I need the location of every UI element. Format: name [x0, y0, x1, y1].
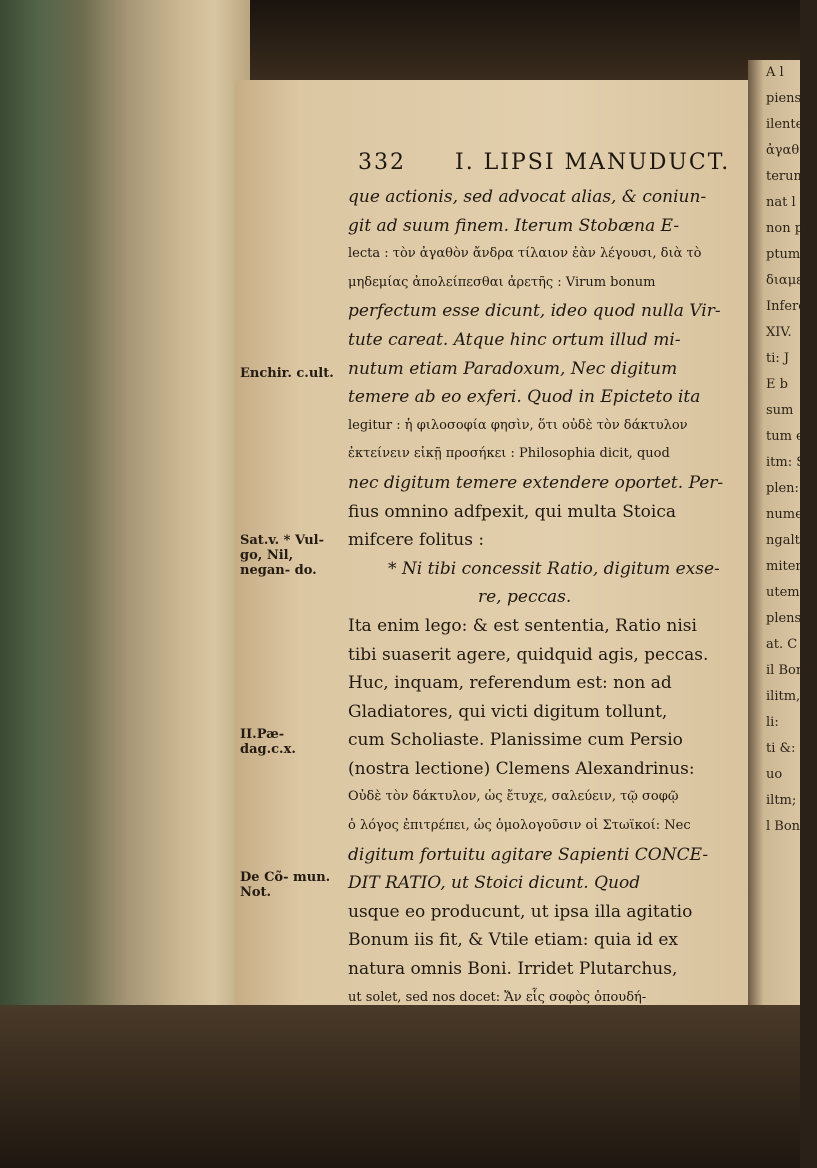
margin-note: Sat.v. * Vul- go, Nil, negan- do.	[240, 533, 325, 578]
running-header	[358, 150, 738, 180]
facing-page-fragment: ilitm,	[766, 689, 801, 704]
text-line: μηδεμίας ἀπολείπεσθαι ἀρετῆς : Virum bonum	[348, 274, 656, 290]
text-line: ἐκτείνειν εἰκῇ προσήκει : Philosophia dicit, quod	[348, 446, 670, 462]
text-line: usque eo producunt, ut ipsa illa agitatio	[348, 901, 693, 922]
facing-page-fragment: l Boni	[766, 819, 805, 834]
text-line: digitum fortuitu agitare Sapienti CONCE-	[348, 844, 709, 865]
facing-page-fragment: διαμεν	[766, 273, 811, 288]
page-number: 332	[358, 150, 406, 175]
text-line: Huc, inquam, referendum est: non ad	[348, 673, 672, 694]
text-line: mifcere folitus :	[348, 530, 485, 551]
facing-page-fragment: ti &:	[766, 741, 796, 756]
text-line: git ad suum finem. Iterum Stobæna E-	[348, 215, 680, 236]
text-line: perfectum esse dicunt, ideo quod nulla Vir-	[348, 301, 721, 322]
facing-page-fragment: ti: J	[766, 351, 790, 366]
facing-page-fragment: plens	[766, 611, 802, 626]
margin-note: De Cõ- mun. Not.	[240, 870, 331, 900]
text-line: DIT RATIO, ut Stoici dicunt. Quod	[348, 873, 641, 894]
facing-page-fragment: XIV.	[766, 325, 792, 340]
text-line: re, peccas.	[478, 587, 572, 608]
text-line: Gladiatores, qui victi digitum tollunt,	[348, 701, 668, 722]
text-line: fius omnino adfpexit, qui multa Stoica	[348, 501, 677, 522]
facing-page-fragment: E b	[766, 377, 788, 392]
facing-page-fragment: il Boni	[766, 663, 809, 678]
facing-page-fragment: piens s	[766, 91, 813, 106]
margin-note: II.Pæ- dag.c.x.	[240, 727, 296, 757]
text-line: nutum etiam Paradoxum, Nec digitum	[348, 358, 678, 379]
text-line: Bonum iis fit, & Vtile etiam: quia id ex	[348, 930, 679, 951]
text-line: Ita enim lego: & est sententia, Ratio nisi	[348, 615, 697, 636]
facing-page-fragment: tum est	[766, 429, 816, 444]
facing-page-fragment: at. C	[766, 637, 798, 652]
text-line: nec digitum temere extendere oportet. Per-	[348, 472, 724, 493]
margin-note: Enchir. c.ult.	[240, 366, 334, 381]
text-line: ut solet, sed nos docet: Ἄν εἷς σοφὸς ὁπουδή-	[348, 989, 647, 1005]
facing-page-edge	[748, 60, 817, 1020]
facing-page-fragment: iltm;	[766, 793, 797, 808]
facing-page-fragment: non pl	[766, 221, 808, 236]
facing-page-fragment: itm: S	[766, 455, 806, 470]
facing-page-fragment: nat l	[766, 195, 796, 210]
facing-page-fragment: ngalt	[766, 533, 800, 548]
facing-page-fragment: mitere	[766, 559, 810, 574]
facing-page-fragment: li:	[766, 715, 779, 730]
facing-page-fragment: Infere	[766, 299, 806, 314]
body-text	[348, 183, 740, 1098]
facing-page-fragment: utemo	[766, 585, 808, 600]
facing-page-fragment: ptum	[766, 247, 801, 262]
text-line: (nostra lectione) Clemens Alexandrinus:	[348, 758, 695, 779]
book-binding	[0, 0, 250, 1168]
text-line: ὁ λόγος ἐπιτρέπει, ὡς ὁμολογοῦσιν οἱ Στωϊκοί: Nec	[348, 818, 691, 834]
facing-page-fragment: sum	[766, 403, 794, 418]
facing-page-fragment: ἀγαθ	[766, 143, 800, 158]
facing-page-fragment: uo	[766, 767, 783, 782]
facing-page-fragment: A l	[766, 65, 784, 80]
text-line: temere ab eo exferi. Quod in Epicteto ita	[348, 387, 701, 408]
facing-page-fragment: terum	[766, 169, 806, 184]
text-line: tibi suaserit agere, quidquid agis, peccas.	[348, 644, 709, 665]
text-line: lecta : τὸν ἀγαθὸν ἄνδρα τίλαιον ἐὰν λέγουσι, διὰ τὸ	[348, 246, 702, 262]
running-title: I. LIPSI MANUDUCT.	[455, 150, 731, 175]
text-line: Οὐδὲ τὸν δάκτυλον, ὡς ἔτυχε, σαλεύειν, τῷ σοφῷ	[348, 789, 679, 805]
text-line: cum Scholiaste. Planissime cum Persio	[348, 730, 683, 751]
text-line: tute careat. Atque hinc ortum illud mi-	[348, 329, 681, 350]
facing-page-fragment: ilenter	[766, 117, 810, 132]
facing-page-fragment: numera	[766, 507, 817, 522]
text-line: * Ni tibi concessit Ratio, digitum exse-	[388, 558, 720, 579]
facing-page-fragment: plen: ę	[766, 481, 811, 496]
text-line: que actionis, sed advocat alias, & coniun-	[348, 187, 707, 207]
text-line: natura omnis Boni. Irridet Plutarchus,	[348, 959, 678, 980]
bottom-shadow	[0, 1005, 800, 1168]
text-line: legitur : ἡ φιλοσοφία φησὶν, ὅτι οὐδὲ τὸν δάκτυλον	[348, 417, 688, 433]
